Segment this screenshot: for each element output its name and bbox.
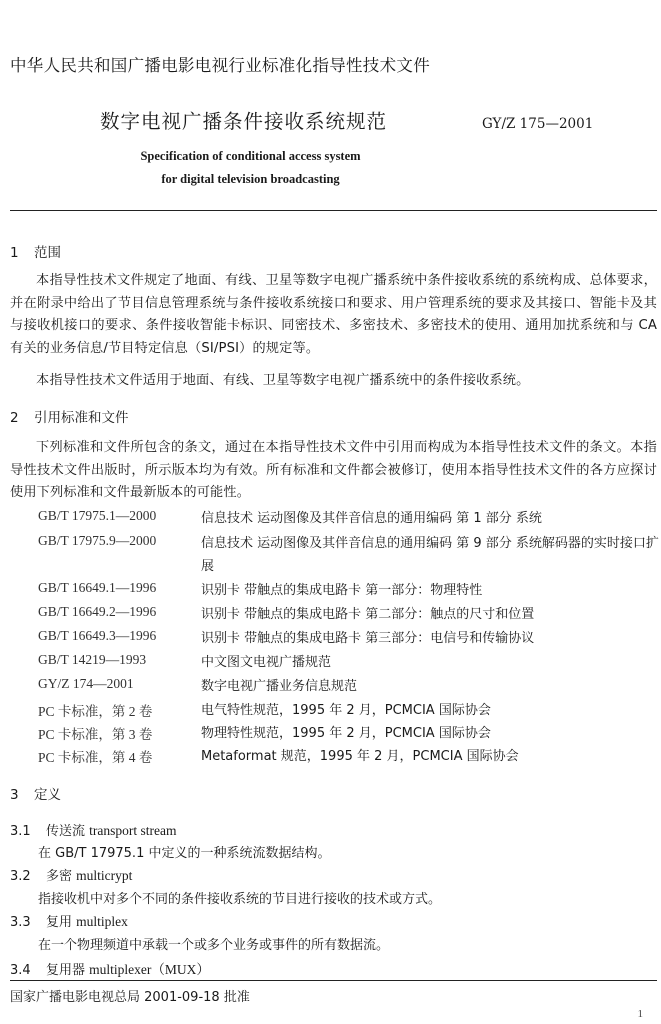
definition-heading xyxy=(10,820,177,839)
reference-title: 中文图文电视广播规范 xyxy=(201,655,332,670)
section-number: 2 xyxy=(10,410,19,426)
reference-code: GB/T 17975.9—2000 xyxy=(38,533,157,548)
section-1-paragraph-2: 本指导性技术文件适用于地面、有线、卫星等数字电视广播系统中的条件接收系统。 xyxy=(36,373,530,388)
definition-term-cn: 多密 xyxy=(46,869,73,884)
definition-term-en: transport stream xyxy=(89,823,177,838)
reference-title: 信息技术 运动图像及其伴音信息的通用编码 第 9 部分 系统解码器的实时接口扩展 xyxy=(201,536,659,574)
definition-term-en: multiplex xyxy=(76,914,128,929)
reference-code: PC 卡标准，第 4 卷 xyxy=(38,750,153,765)
reference-code: PC 卡标准，第 2 卷 xyxy=(38,704,153,719)
reference-code: GB/T 16649.1—1996 xyxy=(38,580,157,595)
section-1-paragraph-1: 本指导性技术文件规定了地面、有线、卫星等数字电视广播系统中条件接收系统的系统构成、总体要求，并在附录中给出了节目信息管理系统与条件接收系统接口和要求、用户管理系统的要求及其接口、智能卡及其与接收机接口的要求、条件接收智能卡标识、同密技术、多密技术、多密技术的使用、通用加扰系统和与 CA 有关的业务信息/节目特定信息（SI/PSI）的规定等。 xyxy=(10,273,657,356)
reference-title: 识别卡 带触点的集成电路卡 第一部分：物理特性 xyxy=(201,583,483,598)
definition-term-en: multicrypt xyxy=(76,868,133,883)
reference-title: 识别卡 带触点的集成电路卡 第三部分：电信号和传输协议 xyxy=(201,631,535,646)
definition-heading xyxy=(10,958,210,978)
approval-line: 国家广播电影电视总局 2001-09-18 批准 xyxy=(10,990,250,1005)
definition-term-en: multiplexer（MUX） xyxy=(89,962,210,977)
reference-code: GB/T 16649.3—1996 xyxy=(38,628,157,643)
definition-number: 3.2 xyxy=(10,869,31,884)
section-2-paragraph-1: 下列标准和文件所包含的条文，通过在本指导性技术文件中引用而构成为本指导性技术文件的条文。本指导性技术文件出版时，所示版本均为有效。所有标准和文件都会被修订，使用本指导性技术文件的各方应探讨使用下列标准和文件最新版本的可能性。 xyxy=(10,440,657,500)
reference-code: GB/T 17975.1—2000 xyxy=(38,508,157,523)
reference-code: GY/Z 174—2001 xyxy=(38,676,134,691)
section-number: 1 xyxy=(10,245,19,261)
issuing-body-line: 中华人民共和国广播电影电视行业标准化指导性技术文件 xyxy=(10,56,430,75)
document-title-cn: 数字电视广播条件接收系统规范 xyxy=(100,110,388,133)
standard-number: GY/Z 175—2001 xyxy=(482,116,594,132)
section-heading-2 xyxy=(10,406,129,426)
section-title: 引用标准和文件 xyxy=(34,410,129,426)
reference-code: GB/T 16649.2—1996 xyxy=(38,604,157,619)
reference-title: Metaformat 规范，1995 年 2 月，PCMCIA 国际协会 xyxy=(201,749,519,764)
section-title: 定义 xyxy=(34,787,61,803)
definition-term-cn: 复用器 xyxy=(46,963,86,978)
definition-heading xyxy=(10,865,132,884)
definition-heading xyxy=(10,911,128,930)
page-number: 1 xyxy=(637,1008,643,1020)
definition-body: 指接收机中对多个不同的条件接收系统的节目进行接收的技术或方式。 xyxy=(38,892,442,907)
definition-term-cn: 复用 xyxy=(46,915,73,930)
reference-title: 识别卡 带触点的集成电路卡 第二部分：触点的尺寸和位置 xyxy=(201,607,535,622)
reference-code: GB/T 14219—1993 xyxy=(38,652,147,667)
section-number: 3 xyxy=(10,787,19,803)
definition-body: 在一个物理频道中承载一个或多个业务或事件的所有数据流。 xyxy=(38,938,390,953)
definition-number: 3.1 xyxy=(10,824,31,839)
reference-code: PC 卡标准，第 3 卷 xyxy=(38,727,153,742)
definition-body: 在 GB/T 17975.1 中定义的一种系统流数据结构。 xyxy=(38,846,331,861)
reference-title: 信息技术 运动图像及其伴音信息的通用编码 第 1 部分 系统 xyxy=(201,511,542,526)
reference-title: 数字电视广播业务信息规范 xyxy=(201,679,358,694)
reference-title: 电气特性规范，1995 年 2 月，PCMCIA 国际协会 xyxy=(201,703,491,718)
definition-number: 3.3 xyxy=(10,915,31,930)
footer-divider xyxy=(10,980,657,981)
section-heading-3 xyxy=(10,783,61,803)
document-title-en-line2: for digital television broadcasting xyxy=(161,172,340,186)
definition-number: 3.4 xyxy=(10,963,31,978)
section-title: 范围 xyxy=(34,245,61,261)
header-divider xyxy=(10,210,657,211)
reference-title: 物理特性规范，1995 年 2 月，PCMCIA 国际协会 xyxy=(201,726,491,741)
definition-term-cn: 传送流 xyxy=(46,824,86,839)
section-heading-1 xyxy=(10,241,61,261)
document-title-en-line1: Specification of conditional access system xyxy=(140,149,361,163)
